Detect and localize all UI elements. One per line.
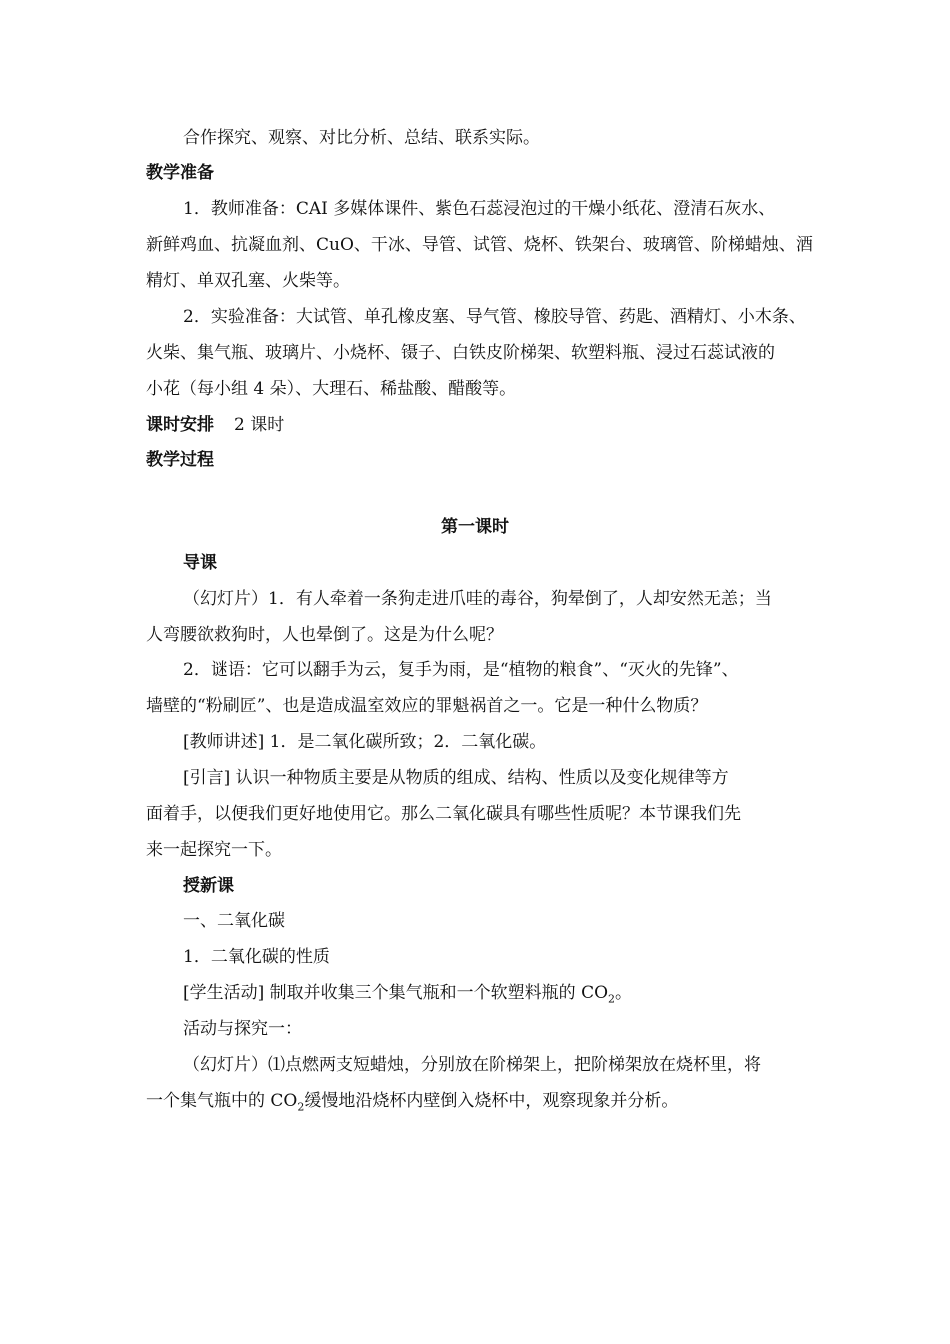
riddle-line-2: 墙壁的“粉刷匠”、也是造成温室效应的罪魁祸首之一。它是一种什么物质？ (146, 696, 708, 716)
intro-heading: 导课 (183, 553, 217, 573)
teacher-prep-line-1: 1．教师准备：CAI 多媒体课件、紫色石蕊浸泡过的干燥小纸花、澄清石灰水、 (183, 199, 776, 219)
slide2-line-2-start: 一个集气瓶中的 CO (146, 1091, 298, 1111)
lead-in-line-1: [引言] 认识一种物质主要是从物质的组成、结构、性质以及变化规律等方 (183, 768, 729, 788)
process-heading: 教学过程 (146, 450, 214, 470)
student-activity-end: 。 (615, 983, 633, 1003)
subscript-2: 2 (608, 992, 616, 1006)
teacher-prep-line-2: 新鲜鸡血、抗凝血剂、CuO、干冰、导管、试管、烧杯、铁架台、玻璃管、阶梯蜡烛、酒 (146, 235, 813, 255)
teacher-explain: [教师讲述] 1．是二氧化碳所致；2．二氧化碳。 (183, 732, 547, 752)
schedule-value: 2 课时 (234, 415, 285, 435)
section-one: 一、二氧化碳 (183, 911, 285, 931)
prep-heading: 教学准备 (146, 163, 214, 183)
riddle-line-1: 2．谜语：它可以翻手为云，复手为雨，是“植物的粮食”、“灭火的先锋”、 (183, 660, 739, 680)
student-activity-text: [学生活动] 制取并收集三个集气瓶和一个软塑料瓶的 CO (183, 983, 609, 1003)
slide1-line-2: 人弯腰欲救狗时，人也晕倒了。这是为什么呢？ (146, 625, 503, 645)
activity-one: 活动与探究一： (183, 1019, 302, 1039)
intro-methods: 合作探究、观察、对比分析、总结、联系实际。 (183, 128, 540, 148)
lead-in-line-3: 来一起探究一下。 (146, 840, 282, 860)
slide2-line-1: （幻灯片）⑴点燃两支短蜡烛，分别放在阶梯架上，把阶梯架放在烧杯里，将 (183, 1055, 761, 1075)
section-one-one: 1．二氧化碳的性质 (183, 947, 330, 967)
slide2-line-2 (146, 1089, 818, 1113)
slide2-line-2-end: 缓慢地沿烧杯内壁倒入烧杯中，观察现象并分析。 (304, 1091, 679, 1111)
new-lesson-heading: 授新课 (183, 876, 234, 896)
student-activity (183, 981, 818, 1005)
teacher-prep-line-3: 精灯、单双孔塞、火柴等。 (146, 271, 350, 291)
schedule-row (146, 413, 818, 437)
experiment-prep-line-3: 小花（每小组 4 朵）、大理石、稀盐酸、醋酸等。 (146, 379, 517, 399)
experiment-prep-line-2: 火柴、集气瓶、玻璃片、小烧杯、镊子、白铁皮阶梯架、软塑料瓶、浸过石蕊试液的 (146, 343, 775, 363)
slide1-line-1: （幻灯片）1．有人牵着一条狗走进爪哇的毒谷，狗晕倒了，人却安然无恙；当 (183, 589, 772, 609)
lead-in-line-2: 面着手，以便我们更好地使用它。那么二氧化碳具有哪些性质呢？本节课我们先 (146, 804, 741, 824)
experiment-prep-line-1: 2．实验准备：大试管、单孔橡皮塞、导气管、橡胶导管、药匙、酒精灯、小木条、 (183, 307, 806, 327)
lesson-title: 第一课时 (441, 517, 509, 537)
subscript-2: 2 (297, 1100, 305, 1114)
schedule-heading: 课时安排 (146, 415, 214, 435)
